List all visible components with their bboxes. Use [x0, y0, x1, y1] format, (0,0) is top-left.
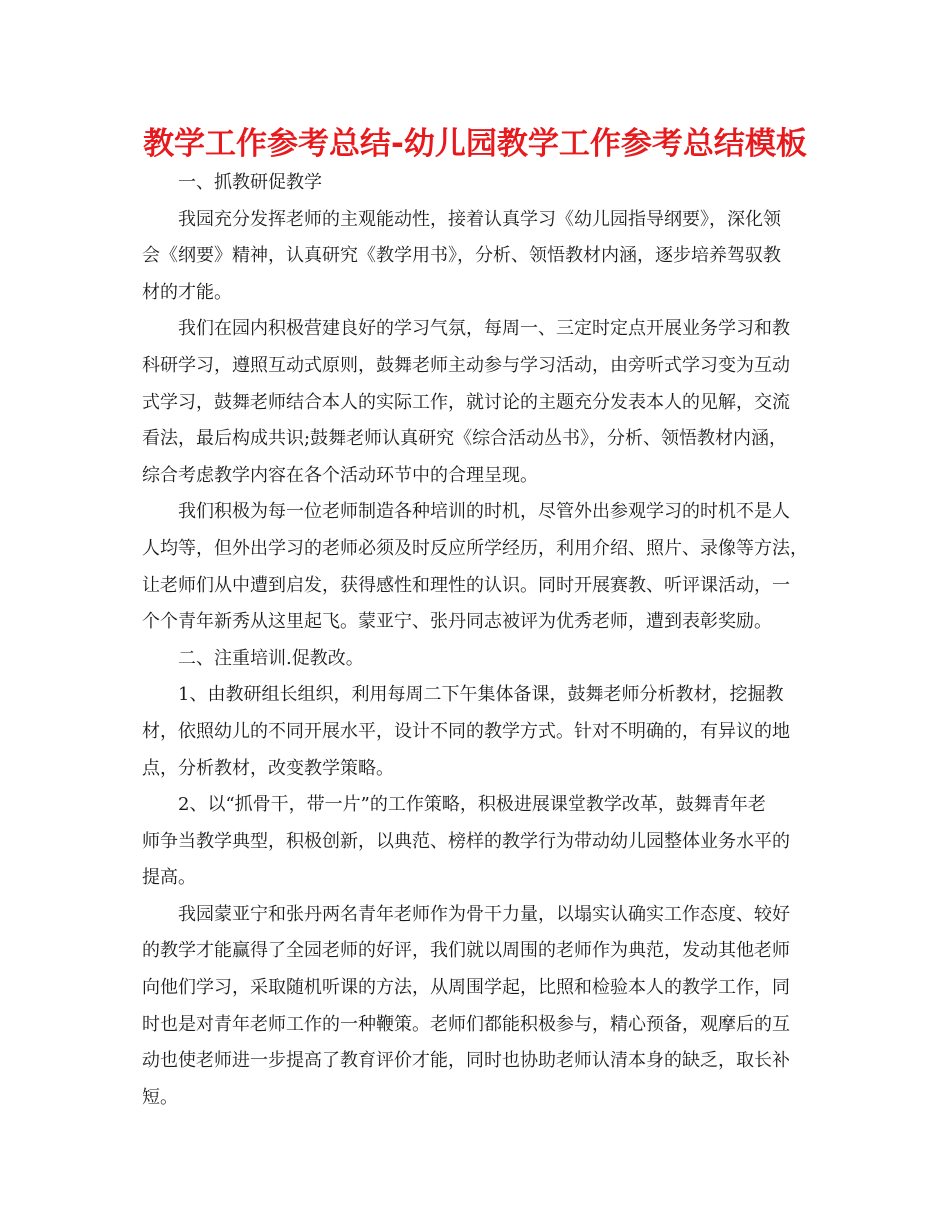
paragraph-line: 材，依照幼儿的不同开展水平，设计不同的教学方式。针对不明确的，有异议的地: [142, 720, 790, 742]
paragraph-line: 我们积极为每一位老师制造各种培训的时机，尽管外出参观学习的时机不是人: [178, 501, 790, 523]
paragraph-line: 让老师们从中遭到启发，获得感性和理性的认识。同时开展赛教、听评课活动，一: [142, 574, 790, 596]
paragraph-line: 动也使老师进一步提高了教育评价才能，同时也协助老师认清本身的缺乏，取长补: [142, 1050, 790, 1072]
paragraph-line: 个个青年新秀从这里起飞。蒙亚宁、张丹同志被评为优秀老师，遭到表彰奖励。: [142, 611, 772, 633]
paragraph-line: 二、注重培训.促教改。: [178, 647, 364, 669]
paragraph-line: 的教学才能赢得了全园老师的好评，我们就以周围的老师作为典范，发动其他老师: [142, 940, 790, 962]
document-body: [142, 165, 823, 1116]
paragraph-line: 一、抓教研促教学: [178, 172, 322, 193]
paragraph-line: 我们在园内积极营建良好的学习气氛，每周一、三定时定点开展业务学习和教: [178, 318, 790, 340]
paragraph-line: 1、由教研组长组织，利用每周二下午集体备课，鼓舞老师分析教材，挖掘教: [178, 684, 784, 706]
paragraph: [142, 202, 823, 312]
paragraph: [142, 641, 823, 678]
document-title: 教学工作参考总结-幼儿园教学工作参考总结模板: [143, 126, 807, 162]
paragraph-line: 我园充分发挥老师的主观能动性，接着认真学习《幼儿园指导纲要》，深化领: [178, 208, 781, 230]
paragraph: [142, 165, 823, 202]
paragraph-line: 2、以“抓骨干，带一片”的工作策略，积极进展课堂教学改革，鼓舞青年老: [178, 794, 766, 816]
paragraph-line: 科研学习，遵照互动式原则，鼓舞老师主动参与学习活动，由旁听式学习变为互动: [142, 354, 790, 376]
paragraph-line: 看法，最后构成共识;鼓舞老师认真研究《综合活动丛书》，分析、领悟教材内涵，: [142, 428, 788, 450]
paragraph-line: 提高。: [142, 867, 196, 889]
paragraph: [142, 311, 823, 494]
paragraph-line: 短。: [142, 1086, 178, 1108]
paragraph-line: 式学习，鼓舞老师结合本人的实际工作，就讨论的主题充分发表本人的见解，交流: [142, 391, 790, 413]
paragraph-line: 我园蒙亚宁和张丹两名青年老师作为骨干力量，以塌实认确实工作态度、较好: [178, 903, 790, 925]
paragraph-line: 点，分析教材，改变教学策略。: [142, 757, 394, 779]
paragraph: [142, 787, 823, 897]
paragraph-line: 人均等，但外出学习的老师必须及时反应所学经历，利用介绍、照片、录像等方法，: [142, 537, 808, 559]
paragraph-line: 综合考虑教学内容在各个活动环节中的合理呈现。: [142, 464, 538, 486]
paragraph-line: 会《纲要》精神，认真研究《教学用书》，分析、领悟教材内涵，逐步培养驾驭教: [142, 245, 781, 267]
paragraph: [142, 897, 823, 1117]
paragraph: [142, 494, 823, 640]
paragraph: [142, 677, 823, 787]
paragraph-line: 师争当教学典型，积极创新，以典范、榜样的教学行为带动幼儿园整体业务水平的: [142, 830, 790, 852]
paragraph-line: 材的才能。: [142, 281, 232, 303]
paragraph-line: 向他们学习，采取随机听课的方法，从周围学起，比照和检验本人的教学工作，同: [142, 977, 790, 999]
paragraph-line: 时也是对青年老师工作的一种鞭策。老师们都能积极参与，精心预备，观摩后的互: [142, 1013, 790, 1035]
